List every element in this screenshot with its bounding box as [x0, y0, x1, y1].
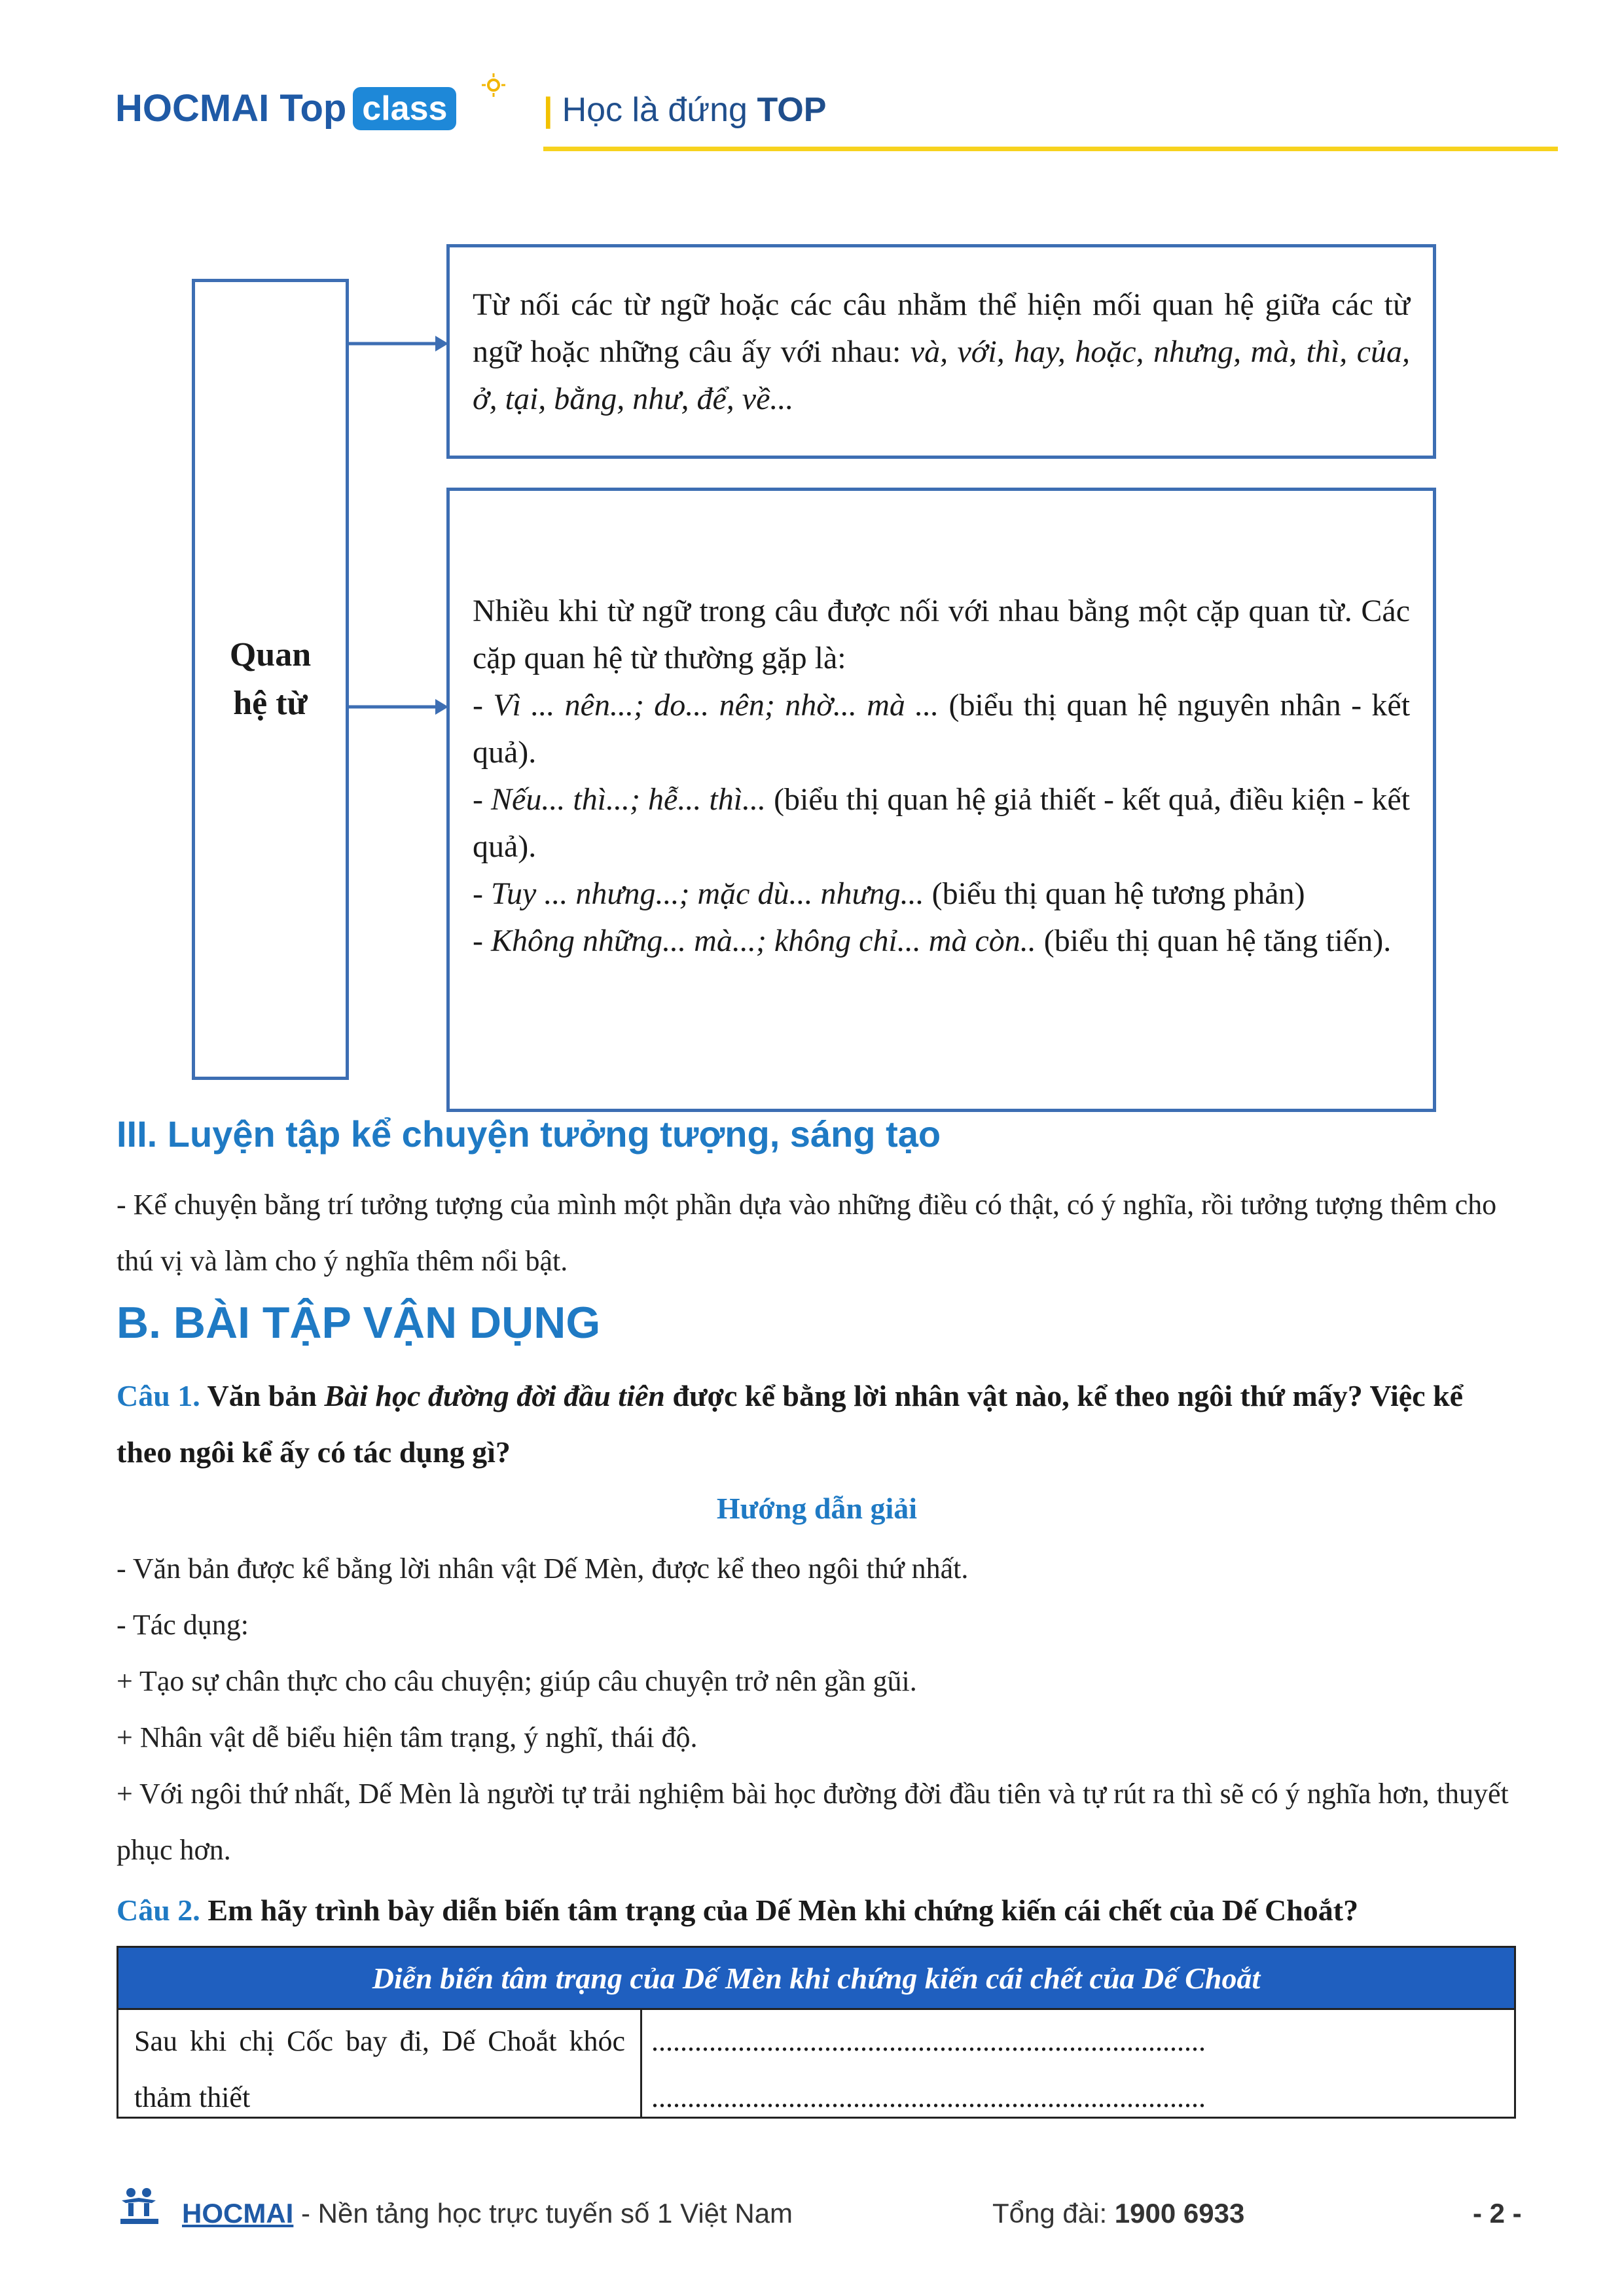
question-2-label: Câu 2. [117, 1893, 200, 1927]
footer-slogan-text: - Nền tảng học trực tuyến số 1 Việt Nam [293, 2198, 793, 2229]
center-label-line1: Quan [229, 636, 312, 673]
guide-title: Hướng dẫn giải [716, 1492, 918, 1525]
definition-box [446, 244, 1436, 459]
pair-item: - Không những... mà...; không chỉ... mà còn.. (biểu thị quan hệ tăng tiến). [473, 924, 1392, 958]
table-column-divider [640, 2008, 642, 2117]
answer-line: - Văn bản được kể bằng lời nhân vật Dế Mèn, được kể theo ngôi thứ nhất. [117, 1552, 969, 1585]
answer-dotted-line[interactable]: ............................................................................. [651, 2081, 1206, 2113]
section-b-title: B. BÀI TẬP VẬN DỤNG [117, 1298, 601, 1348]
hotline-number: 1900 6933 [1114, 2198, 1245, 2229]
diagram-center-box [192, 279, 349, 1080]
page-number: - 2 - [1473, 2198, 1522, 2229]
tagline-prefix: Học là đứng [562, 91, 748, 129]
answer-line: + Với ngôi thứ nhất, Dế Mèn là người tự trải nghiệm bài học đường đời đầu tiên và tự rút ra thì sẽ có ý nghĩa hơn, thuyết phục hơn. [117, 1778, 1509, 1866]
definition-text [473, 281, 1410, 423]
sun-icon [482, 73, 505, 97]
question-1-label: Câu 1. [117, 1379, 200, 1412]
section-iii-text: - Kể chuyện bằng trí tưởng tượng của mình một phần dựa vào những điều có thật, có ý nghĩa, rồi tưởng tượng thêm cho thú vị và làm cho ý nghĩa thêm nổi bật. [117, 1189, 1497, 1277]
hotline-label: Tổng đài: [992, 2198, 1115, 2229]
answer-line: + Nhân vật dễ biểu hiện tâm trạng, ý nghĩ, thái độ. [117, 1721, 698, 1753]
section-iii-title: III. Luyện tập kể chuyện tưởng tượng, sáng tạo [117, 1113, 941, 1155]
question-1: Câu 1. Văn bản Bài học đường đời đầu tiên được kể bằng lời nhân vật nào, kể theo ngôi thứ mấy? Việc kể theo ngôi kể ấy có tác dụng gì? [117, 1379, 1464, 1469]
header-divider [543, 147, 1558, 151]
definition-examples: và, với, hay, hoặc, nhưng, mà, thì, của, ở, tại, bằng, như, để, về... [473, 334, 1410, 416]
pairs-box [446, 488, 1436, 1112]
answer-block [117, 1541, 1517, 1878]
pair-item: - Nếu... thì...; hễ... thì... (biểu thị quan hệ giả thiết - kết quả, điều kiện - kết quả). [473, 782, 1411, 864]
pair-item: - Vì ... nên...; do... nên; nhờ... mà ... (biểu thị quan hệ nguyên nhân - kết quả). [473, 688, 1411, 770]
answer-line: + Tạo sự chân thực cho câu chuyện; giúp câu chuyện trở nên gần gũi. [117, 1665, 917, 1697]
work-title: Bài học đường đời đầu tiên [324, 1379, 665, 1412]
footer-brand-link[interactable]: HOCMAI [182, 2198, 294, 2229]
definition-main: Từ nối các từ ngữ hoặc các câu nhằm thể hiện mối quan hệ giữa các từ ngữ hoặc những câu ấy với nhau: [473, 287, 1410, 369]
footer-hotline [992, 2198, 1244, 2229]
pairs-text [473, 588, 1410, 965]
center-label-line2: hệ từ [233, 685, 308, 722]
footer-slogan [182, 2198, 793, 2229]
header-tagline: | Học là đứng TOP [543, 91, 827, 129]
hocmai-footer-logo-icon [117, 2186, 162, 2227]
pairs-intro: Nhiều khi từ ngữ trong câu được nối với nhau bằng một cặp quan từ. Các cặp quan hệ từ thường gặp là: [473, 594, 1410, 675]
logo-main-text: HOCMAI Top [115, 87, 347, 130]
answer-dotted-line[interactable]: ............................................................................. [651, 2025, 1206, 2057]
table-header: Diễn biến tâm trạng của Dế Mèn khi chứng kiến cái chết của Dế Choắt [118, 1948, 1514, 2008]
mood-table [117, 1946, 1516, 2119]
arrow-to-box2-icon [349, 694, 448, 720]
table-divider [118, 2008, 1514, 2010]
question-2: Câu 2. Em hãy trình bày diễn biến tâm trạng của Dế Mèn khi chứng kiến cái chết của Dế Choắt? [117, 1893, 1359, 1927]
answer-line: - Tác dụng: [117, 1609, 249, 1641]
table-cell-situation: Sau khi chị Cốc bay đi, Dế Choắt khóc thảm thiết [134, 2025, 625, 2113]
table-cell-answer[interactable] [651, 2013, 1502, 2126]
logo-class-badge: class [353, 87, 456, 130]
tagline-bold: TOP [757, 91, 827, 129]
hocmai-topclass-logo [115, 86, 456, 130]
pair-item: - Tuy ... nhưng...; mặc dù... nhưng... (biểu thị quan hệ tương phản) [473, 876, 1305, 911]
arrow-to-box1-icon [349, 331, 448, 357]
